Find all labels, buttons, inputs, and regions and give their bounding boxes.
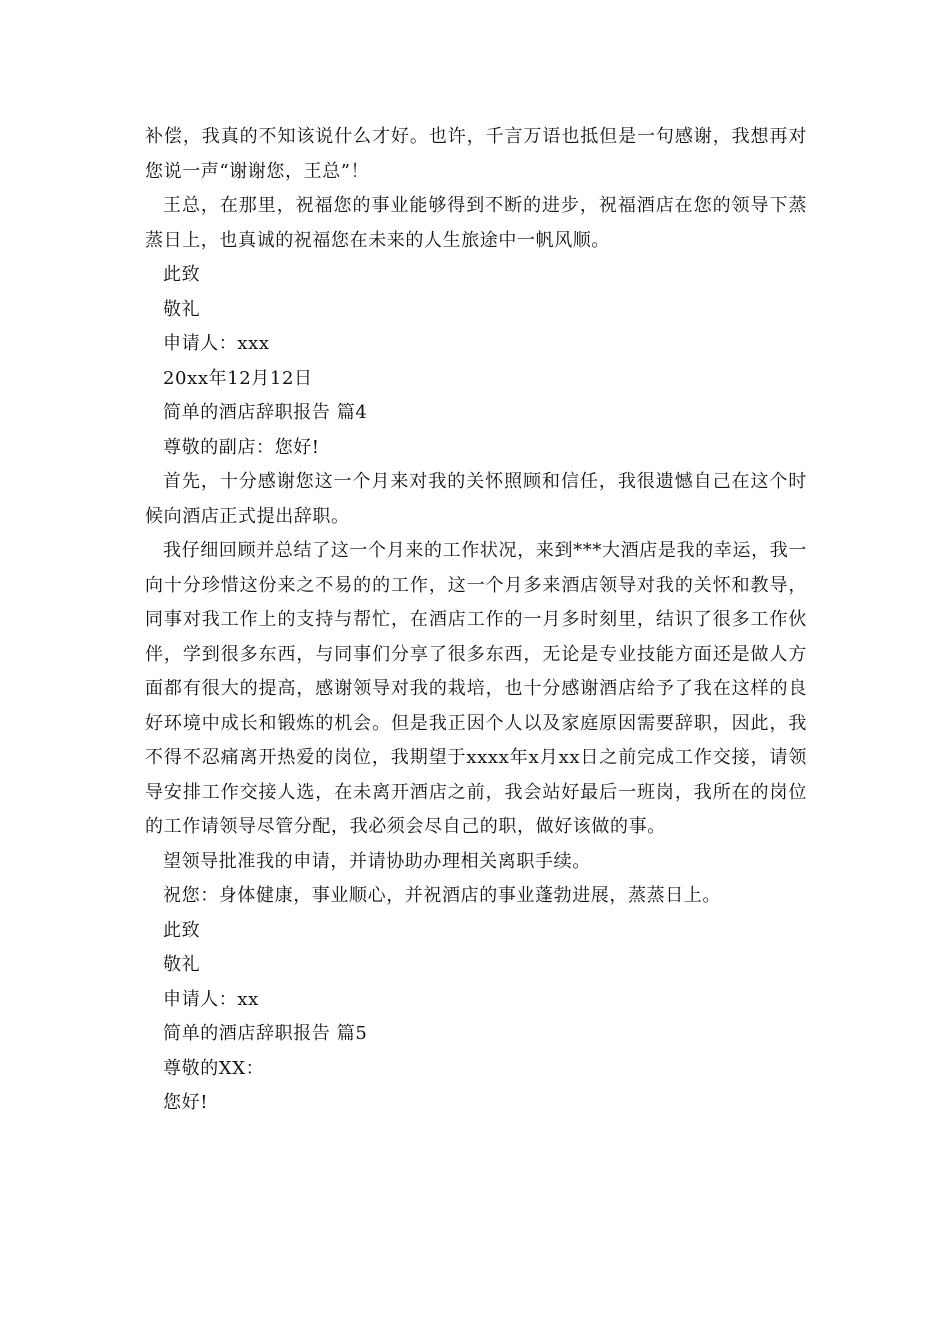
paragraph-blessing: 王总，在那里，祝福您的事业能够得到不断的进步，祝福酒店在您的领导下蒸蒸日上，也真诚的祝福您在未来的人生旅途中一帆风顺。 xyxy=(145,195,807,251)
applicant-line: 申请人：xxx xyxy=(163,333,270,354)
closing-cizhi: 此致 xyxy=(163,264,201,285)
section-heading: 简单的酒店辞职报告 篇5 xyxy=(163,1023,368,1044)
closing-jingli: 敬礼 xyxy=(163,298,201,320)
paragraph-request: 望领导批准我的申请，并请协助办理相关离职手续。 xyxy=(163,850,591,872)
applicant-line: 申请人：xx xyxy=(163,988,259,1010)
salutation: 尊敬的XX： xyxy=(163,1057,265,1079)
paragraph-continuation: 补偿，我真的不知该说什么才好。也许，千言万语也抵但是一句感谢，我想再对您说一声“谢谢您，王总”！ xyxy=(145,126,807,182)
paragraph-wishes: 祝您：身体健康，事业顺心，并祝酒店的事业蓬勃进展，蒸蒸日上。 xyxy=(163,885,721,906)
greeting: 您好! xyxy=(163,1092,209,1113)
section-heading: 简单的酒店辞职报告 篇4 xyxy=(163,402,368,423)
closing-cizhi: 此致 xyxy=(163,919,201,941)
document-body xyxy=(145,120,807,1121)
paragraph-body: 我仔细回顾并总结了这一个月来的工作状况，来到***大酒店是我的幸运，我一向十分珍惜这份来之不易的的工作，这一个月多来酒店领导对我的关怀和教导，同事对我工作上的支持与帮忙，在酒店工作的一月多时刻里，结识了很多工作伙伴，学到很多东西，与同事们分享了很多东西，无论是专业技能方面还是做人方面都有很大的提高，感谢领导对我的栽培，也十分感谢酒店给予了我在这样的良好环境中成长和锻炼的机会。但是我正因个人以及家庭原因需要辞职，因此，我不得不忍痛离开热爱的岗位，我期望于xxxx年x月xx日之前完成工作交接，请领导安排工作交接人选，在未离开酒店之前，我会站好最后一班岗，我所在的岗位的工作请领导尽管分配，我必须会尽自己的职，做好该做的事。 xyxy=(145,540,807,837)
paragraph-intro: 首先，十分感谢您这一个月来对我的关怀照顾和信任，我很遗憾自己在这个时候向酒店正式提出辞职。 xyxy=(145,471,807,527)
date-line: 20xx年12月12日 xyxy=(163,367,313,389)
salutation: 尊敬的副店：您好! xyxy=(163,436,320,458)
closing-jingli: 敬礼 xyxy=(163,954,201,975)
